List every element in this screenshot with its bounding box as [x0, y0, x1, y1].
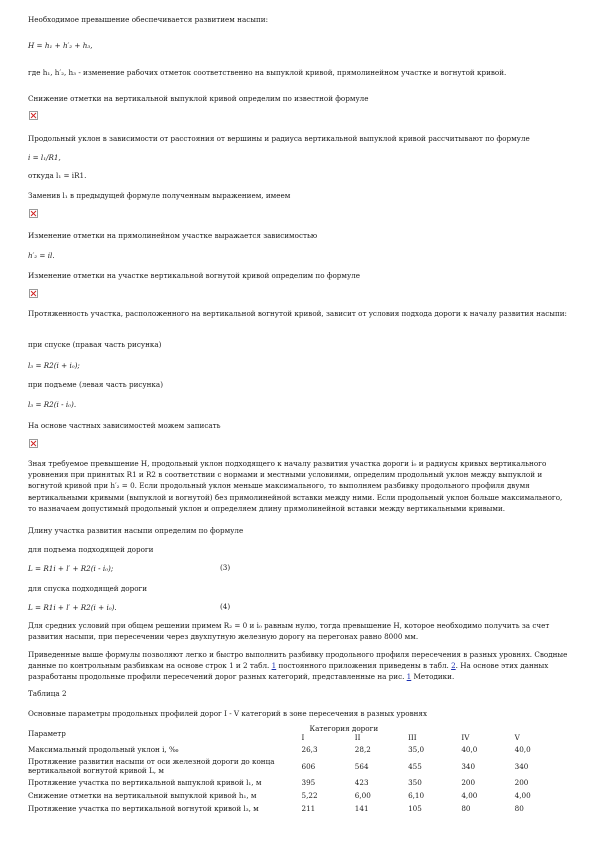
equation-number: (4): [220, 602, 231, 611]
paragraph: при спуске (правая часть рисунка): [28, 340, 162, 349]
cell: 606: [301, 761, 316, 771]
cell: 211: [301, 804, 316, 813]
table-title: Основные параметры продольных профилей дорог I - V категорий в зоне пересечения в разных уровнях: [28, 709, 428, 718]
paragraph: На основе частных зависимостей можем записать: [28, 421, 221, 430]
table-2-link[interactable]: 2: [451, 661, 456, 671]
row-label: Протяжение участка по вертикальной выпуклой кривой l₁, м: [28, 778, 262, 787]
cell: 350: [408, 778, 422, 787]
paragraph: Продольный уклон в зависимости от расстояния от вершины и радиуса вертикальной выпуклой кривой рассчитывают по формуле: [28, 134, 530, 143]
cell: 40,0: [514, 744, 531, 754]
table-row: [28, 789, 568, 802]
table-row: [28, 802, 568, 815]
paragraph: Изменение отметки на прямолинейном участке выражается зависимостью: [28, 231, 318, 240]
paragraph: откуда l₁ = iR1.: [28, 171, 87, 180]
formula: L = R1i + l′ + R2(i + i₀).: [28, 603, 117, 612]
table-row: [28, 756, 568, 776]
cell: 564: [354, 761, 369, 771]
paragraph: Для средних условий при общем решении примем R₂ = 0 и i₀ равным нулю, тогда превышение H, которое необходимо получить за счет развития насыпи, при пересечении через двухпутную железную дорогу на перегонах равно 8000 мм.: [28, 621, 550, 642]
equation-number: (3): [220, 563, 231, 572]
formula: L = R1i + l′ + R2(i - i₀);: [28, 564, 114, 573]
row-label: Снижение отметки на вертикальной выпуклой кривой h₁, м: [28, 791, 257, 800]
paragraph: Заменив l₁ в предыдущей формуле полученным выражением, имеем: [28, 191, 291, 200]
cell: 4,00: [514, 791, 531, 800]
row-label: Максимальный продольный уклон i, ‰: [28, 744, 179, 754]
paragraph: для спуска подходящей дороги: [28, 584, 148, 593]
cell: 40,0: [461, 744, 478, 754]
table-row: [28, 742, 568, 756]
cell: 80: [514, 804, 524, 813]
formula: H = h₁ + h′₂ + h₃,: [28, 41, 93, 50]
cell: 105: [408, 804, 422, 813]
cell: 6,10: [408, 791, 425, 800]
cell: 423: [354, 778, 369, 787]
paragraph: где h₁, h′₂, h₃ - изменение рабочих отметок соответственно на выпуклой кривой, прямолинейном участке и вогнутой кривой.: [28, 68, 507, 77]
paragraph: Снижение отметки на вертикальной выпуклой кривой определим по известной формуле: [28, 94, 369, 103]
category-label: IV: [461, 733, 470, 742]
broken-image-icon: [29, 289, 38, 298]
row-label: Протяжение развития насыпи от оси железной дороги до конца вертикальной вогнутой кривой L, м: [28, 757, 275, 775]
paragraph: для подъема подходящей дороги: [28, 545, 154, 554]
cell: 4,00: [461, 791, 478, 800]
broken-image-icon: [29, 111, 38, 120]
row-label: Протяжение участка по вертикальной вогнутой кривой l₃, м: [28, 804, 259, 813]
paragraph: при подъеме (левая часть рисунка): [28, 380, 163, 389]
param-header: Параметр: [28, 728, 66, 738]
broken-image-icon: [29, 439, 38, 448]
category-label: I: [301, 733, 305, 742]
cell: 35,0: [408, 744, 425, 754]
table-caption: Таблица 2: [28, 689, 67, 698]
cell: 26,3: [301, 744, 318, 754]
cell: 455: [408, 761, 422, 771]
broken-image-icon: [29, 209, 38, 218]
table-row: [28, 776, 568, 789]
cell: 80: [461, 804, 471, 813]
formula: l₃ = R2(i - i₀).: [28, 400, 77, 409]
paragraph: Протяженность участка, расположенного на вертикальной вогнутой кривой, зависит от условия подхода дороги к началу развития насыпи:: [28, 309, 567, 318]
paragraph: Необходимое превышение обеспечивается развитием насыпи:: [28, 15, 268, 24]
figure-1-link[interactable]: 1: [406, 672, 412, 682]
cell: 340: [514, 761, 529, 771]
paragraph: Изменение отметки на участке вертикальной вогнутой кривой определим по формуле: [28, 271, 361, 280]
formula: h′₂ = il.: [28, 251, 55, 260]
category-label: II: [354, 733, 361, 742]
paragraph-text: Приведенные выше формулы позволяют легко и быстро выполнить разбивку продольного профиля пересечения в разных уровнях. Сводные данные по контрольным разбивкам на основе строк 1 и 2 табл.: [28, 650, 568, 671]
cell: 200: [461, 778, 476, 787]
table-1-link[interactable]: 1: [271, 661, 277, 671]
paragraph-text: Методики.: [411, 672, 455, 682]
paragraph-text: . На основе этих данных разработаны продольные профили пересечений дорог разных категорий, представленные на рис.: [28, 661, 549, 682]
paragraph: [28, 649, 568, 683]
cell: 141: [354, 804, 369, 813]
formula: l₃ = R2(i + i₀);: [28, 361, 80, 370]
cell: 395: [301, 778, 316, 787]
category-label: V: [514, 733, 520, 742]
table-header-row: [28, 724, 568, 733]
paragraph: Зная требуемое превышение H, продольный уклон подходящего к началу развития участка дороги i₀ и радиусы кривых вертикального уровнения при принятых R1 и R2 в соответствии с нормами и местными условиями, определим продольный уклон между выпуклой и вогнутой кривой при h′₂ = 0. Если продольный уклон меньше максимального, то выполняем разбивку продольного профиля двумя вертикальными кривыми (выпуклой и вогнутой) без прямолинейной вставки между ними. Если продольный уклон больше максимального, то назначаем допустимый продольный уклон и определяем длину прямолинейной вставки между вертикальными кривыми.: [28, 459, 563, 513]
category-label: III: [408, 733, 417, 742]
cell: 6,00: [354, 791, 371, 800]
cell: 340: [461, 761, 476, 771]
formula: i = l₁/R1,: [28, 153, 61, 162]
cell: 5,22: [301, 791, 318, 800]
paragraph-text: постоянного приложения приведены в табл.: [276, 661, 452, 671]
paragraph: Длину участка развития насыпи определим по формуле: [28, 526, 244, 535]
parameters-table: [28, 724, 568, 815]
cell: 200: [514, 778, 529, 787]
category-header: Категория дороги: [309, 724, 379, 733]
cell: 28,2: [354, 744, 371, 754]
